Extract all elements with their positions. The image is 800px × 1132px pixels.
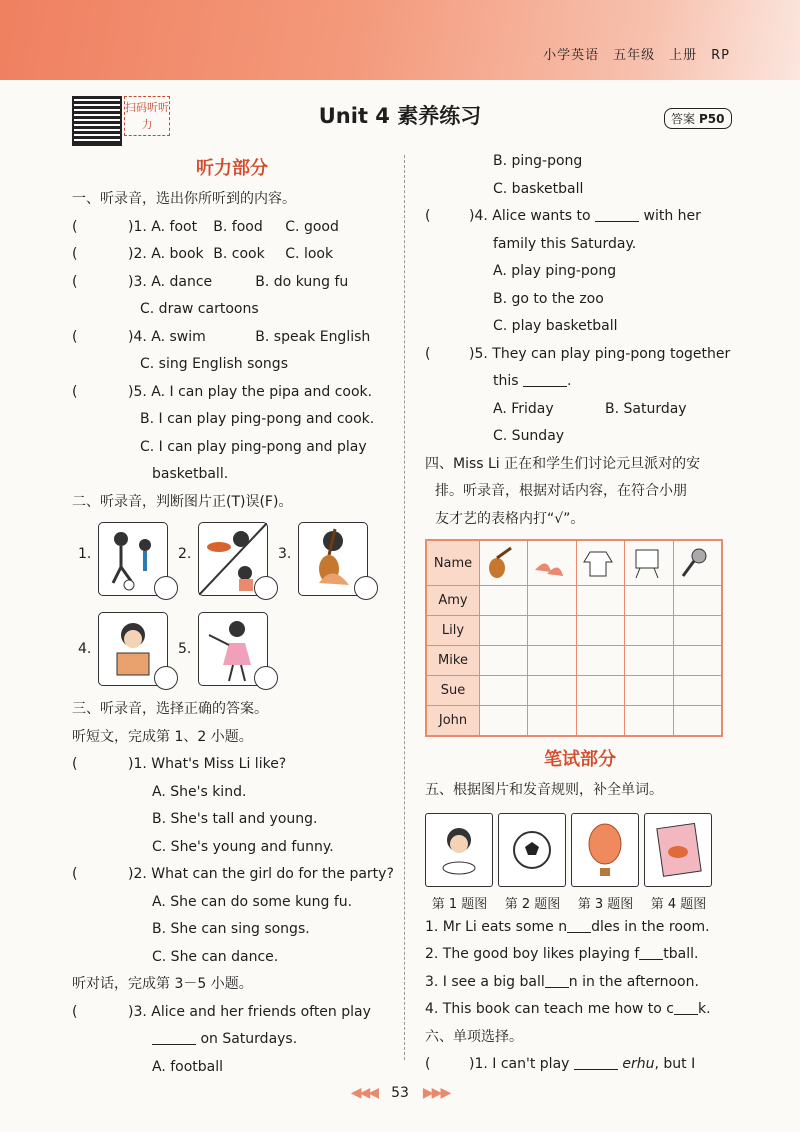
section5-pictures bbox=[425, 813, 735, 887]
right-column bbox=[425, 148, 735, 1079]
s3-q4-line2: family this Saturday. bbox=[493, 235, 637, 252]
answer-blank[interactable] bbox=[152, 1030, 196, 1045]
answer-blank[interactable] bbox=[574, 1055, 618, 1070]
s3-q3-b: B. ping-pong bbox=[493, 153, 583, 169]
s3-q3-c: C. basketball bbox=[493, 180, 584, 197]
s3-q4: ( )4. Alice wants to with her bbox=[425, 208, 701, 224]
pipa-icon bbox=[480, 540, 528, 586]
answer-badge: 答案 P50 bbox=[664, 108, 732, 129]
answer-blank[interactable] bbox=[523, 372, 567, 387]
top-banner bbox=[0, 0, 800, 80]
page-title: Unit 4 素养练习 bbox=[318, 104, 482, 128]
answer-blank[interactable] bbox=[595, 207, 639, 222]
s3-q2-a: A. She can do some kung fu. bbox=[152, 893, 353, 910]
page-number: ◀◀◀ 53 ▶▶▶ bbox=[350, 1085, 450, 1101]
answer-blank[interactable] bbox=[639, 945, 663, 960]
s1-q5-c: C. I can play ping-pong and play bbox=[140, 438, 367, 455]
section5-title: 五、根据图片和发音规则，补全单词。 bbox=[425, 782, 663, 798]
s3-q4-a: A. play ping-pong bbox=[493, 263, 617, 279]
section3-sub2: 听对话，完成第 3－5 小题。 bbox=[72, 976, 253, 992]
section2-pictures: 1. 2. 3. 4. 5. bbox=[72, 516, 392, 696]
football-icon bbox=[498, 813, 566, 887]
section6-title: 六、单项选择。 bbox=[425, 1028, 523, 1045]
s1-q1: ( )1. A. foot B. food C. good bbox=[72, 218, 339, 235]
microphone-icon bbox=[673, 540, 722, 586]
s3-q5-ab: A. Friday B. Saturday bbox=[493, 400, 687, 417]
s3-q2-b: B. She can sing songs. bbox=[152, 921, 310, 937]
s1-q5-c2: basketball. bbox=[152, 466, 229, 482]
s3-q4-b: B. go to the zoo bbox=[493, 290, 604, 307]
table-row-name: Lily bbox=[426, 616, 480, 646]
s3-q3: ( )3. Alice and her friends often play bbox=[72, 1003, 371, 1020]
talent-table bbox=[425, 539, 723, 737]
table-row-name: Sue bbox=[426, 676, 480, 706]
s5-q2: 2. The good boy likes playing f tball. bbox=[425, 946, 699, 962]
s3-q5: ( )5. They can play ping-pong together bbox=[425, 345, 731, 362]
s3-q1-a: A. She's kind. bbox=[152, 783, 247, 800]
s1-q3: ( )3. A. dance B. do kung fu bbox=[72, 273, 349, 290]
section4-title3: 友才艺的表格内打“√”。 bbox=[435, 510, 585, 527]
section5-captions: 第 1 题图 第 2 题图 第 3 题图 第 4 题图 bbox=[431, 896, 707, 912]
section2-title: 二、听录音，判断图片正(T)误(F)。 bbox=[72, 493, 293, 510]
column-divider bbox=[404, 155, 405, 1060]
s1-q2: ( )2. A. book B. cook C. look bbox=[72, 246, 334, 262]
s1-q5: ( )5. A. I can play the pipa and cook. bbox=[72, 383, 373, 400]
s3-q2: ( )2. What can the girl do for the party? bbox=[72, 866, 394, 882]
section1-title: 一、听录音，选出你所听到的内容。 bbox=[72, 191, 296, 207]
answer-blank[interactable] bbox=[674, 1000, 698, 1015]
writing-title: 笔试部分 bbox=[544, 749, 616, 770]
table-row-name: John bbox=[426, 706, 480, 737]
answer-blank[interactable] bbox=[567, 918, 591, 933]
ballet-shoes-icon bbox=[528, 540, 576, 586]
s3-q1-b: B. She's tall and young. bbox=[152, 811, 318, 827]
section3-sub1: 听短文，完成第 1、2 小题。 bbox=[72, 728, 253, 745]
s5-q1: 1. Mr Li eats some n dles in the room. bbox=[425, 918, 710, 935]
section3-title: 三、听录音，选择正确的答案。 bbox=[72, 701, 268, 717]
table-row-name: Amy bbox=[426, 586, 480, 616]
qr-label: 扫码听听力 bbox=[124, 96, 170, 136]
left-column bbox=[72, 150, 392, 1081]
s1-q4-c: C. sing English songs bbox=[140, 356, 288, 372]
s6-q1: ( )1. I can't play erhu, but I bbox=[425, 1056, 696, 1072]
drawing-board-icon bbox=[625, 540, 673, 586]
s1-q4: ( )4. A. swim B. speak English bbox=[72, 328, 371, 345]
section4-title: 四、Miss Li 正在和学生们讨论元旦派对的安 bbox=[425, 455, 701, 472]
s3-q1: ( )1. What's Miss Li like? bbox=[72, 756, 287, 772]
table-header-name: Name bbox=[426, 540, 480, 586]
s3-q1-c: C. She's young and funny. bbox=[152, 838, 334, 855]
book-info: 小学英语 五年级 上册 RP bbox=[543, 48, 730, 63]
s3-q4-c: C. play basketball bbox=[493, 318, 618, 334]
s5-q4: 4. This book can teach me how to c k. bbox=[425, 1001, 711, 1017]
cookbook-icon bbox=[644, 813, 712, 887]
s1-q3-c: C. draw cartoons bbox=[140, 301, 259, 317]
s3-q5-c: C. Sunday bbox=[493, 428, 565, 444]
s3-q3-line2: on Saturdays. bbox=[72, 1026, 392, 1054]
kung-fu-suit-icon bbox=[576, 540, 624, 586]
s1-q5-b: B. I can play ping-pong and cook. bbox=[140, 411, 375, 427]
s5-q3: 3. I see a big ball n in the afternoon. bbox=[425, 973, 699, 990]
boy-eating-noodles-icon bbox=[425, 813, 493, 887]
table-row-name: Mike bbox=[426, 646, 480, 676]
s3-q2-c: C. She can dance. bbox=[152, 948, 279, 965]
answer-blank[interactable] bbox=[545, 973, 569, 988]
s3-q5-line2: this . bbox=[493, 373, 572, 389]
hot-air-balloon-icon bbox=[571, 813, 639, 887]
listening-title: 听力部分 bbox=[196, 158, 268, 179]
s3-q3-a: A. football bbox=[152, 1058, 224, 1075]
section4-title2: 排。听录音，根据对话内容，在符合小朋 bbox=[435, 483, 687, 499]
